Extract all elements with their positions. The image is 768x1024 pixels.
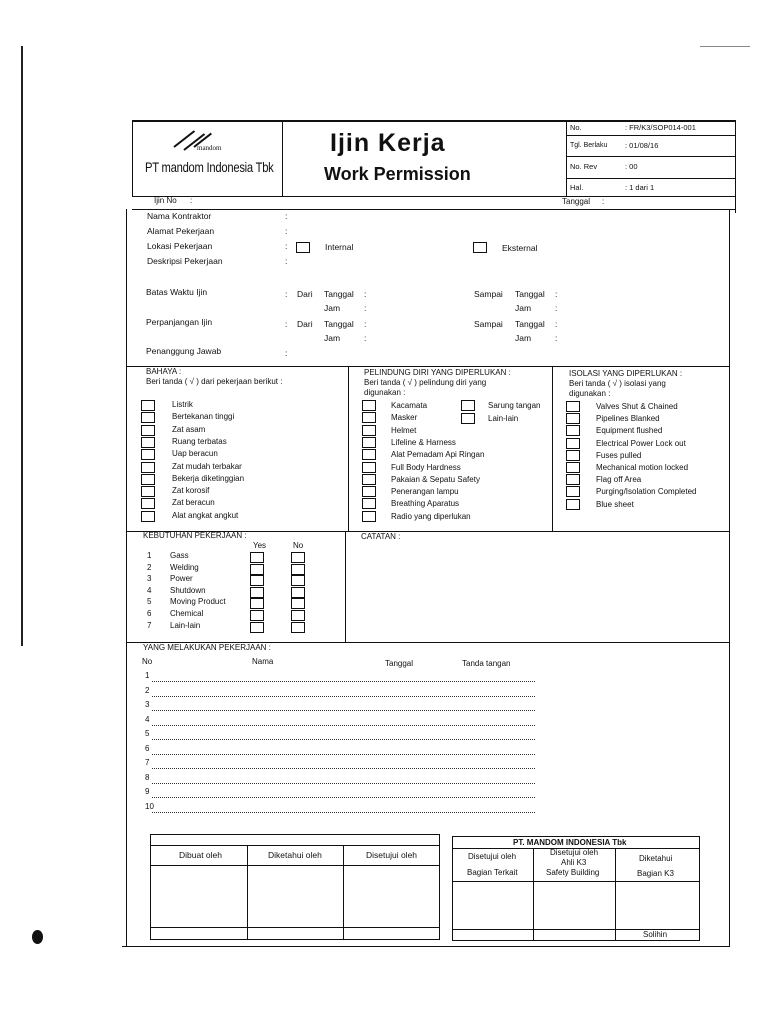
hazard-item: Uap beracun [172, 449, 218, 459]
ppe-checkbox[interactable] [362, 474, 376, 485]
needs-yes-checkbox[interactable] [250, 587, 264, 598]
worker-row-line[interactable] [152, 754, 535, 755]
header-bottom-border [132, 196, 735, 197]
doc-rev-label: No. Rev [570, 162, 598, 171]
hazard-checkbox[interactable] [141, 425, 155, 436]
address-colon: : [285, 226, 288, 236]
external-checkbox[interactable] [473, 242, 487, 253]
needs-no-checkbox[interactable] [291, 598, 305, 609]
section-divider [348, 366, 349, 531]
permit-row-bottom [132, 209, 735, 210]
contractor-colon: : [285, 211, 288, 221]
needs-item: Welding [170, 562, 199, 572]
info-bottom-line [126, 366, 730, 367]
isolation-checkbox[interactable] [566, 450, 580, 461]
approved-k3-top: Disetujui oleh [550, 848, 599, 857]
time-limit-label: Batas Waktu Ijin [146, 287, 208, 297]
hazard-checkbox[interactable] [141, 437, 155, 448]
ppe-checkbox[interactable] [362, 511, 376, 522]
hazard-item: Bekerja diketinggian [172, 473, 245, 483]
ppe-checkbox[interactable] [362, 498, 376, 509]
isolation-item: Flag off Area [596, 475, 642, 485]
time-limit-until-hour: Jam [515, 303, 532, 313]
isolation-instruction-2: digunakan : [569, 389, 611, 398]
made-by-label: Dibuat oleh [179, 850, 223, 860]
doc-page-value: : 1 dari 1 [625, 183, 655, 192]
needs-number: 3 [147, 574, 152, 584]
internal-checkbox[interactable] [296, 242, 310, 253]
ppe-item-other: Lain-lain [488, 414, 519, 423]
approved-k3-bottom: Safety Building [546, 868, 600, 877]
doc-no-label: No. [570, 123, 582, 132]
extension-until: Sampai [474, 319, 503, 329]
ppe-checkbox[interactable] [362, 412, 376, 423]
colon: : [364, 289, 367, 299]
approved-by-label: Disetujui oleh [366, 850, 418, 860]
colon: : [364, 333, 367, 343]
hazard-checkbox[interactable] [141, 449, 155, 460]
signature-table-left [150, 834, 440, 940]
ppe-item: Masker [391, 413, 418, 423]
isolation-item: Fuses pulled [596, 450, 642, 460]
worker-row-line[interactable] [152, 783, 535, 784]
hazard-item: Ruang terbatas [172, 436, 227, 446]
hazard-item: Zat mudah terbakar [172, 461, 242, 471]
scan-top-line [700, 46, 750, 47]
needs-divider [345, 531, 346, 642]
ppe-item: Penerangan lampu [391, 487, 459, 497]
needs-number: 2 [147, 562, 152, 572]
ppe-item: Full Body Hardness [391, 462, 461, 472]
ppe-item: Kacamata [391, 401, 428, 410]
colon: : [555, 333, 558, 343]
worker-row-number: 5 [145, 729, 150, 738]
form-left-border [126, 209, 127, 947]
extension-until-date: Tanggal [515, 319, 545, 329]
known-by-label: Diketahui oleh [268, 850, 322, 860]
description-label: Deskripsi Pekerjaan [147, 256, 223, 266]
doc-row-line [566, 135, 735, 136]
worker-row-line[interactable] [152, 681, 535, 682]
needs-no-checkbox[interactable] [291, 587, 305, 598]
workers-col-sign: Tanda tangan [462, 659, 511, 668]
needs-item: Moving Product [170, 597, 226, 607]
needs-yes-header: Yes [253, 541, 267, 550]
worker-row-number: 4 [145, 714, 150, 724]
workers-title: YANG MELAKUKAN PEKERJAAN : [143, 643, 271, 652]
worker-row-number: 10 [145, 801, 154, 811]
signer-name: Solihin [643, 930, 668, 939]
ppe-item: Breathing Aparatus [391, 499, 460, 509]
colon: : [555, 289, 558, 299]
needs-yes-checkbox[interactable] [250, 552, 264, 563]
header-divider-1 [282, 120, 283, 196]
time-limit-until: Sampai [474, 289, 503, 299]
company-label: PT. MANDOM INDONESIA Tbk [513, 838, 627, 847]
hazard-checkbox[interactable] [141, 412, 155, 423]
time-limit-date: Tanggal [324, 289, 354, 299]
ppe-item: Radio yang diperlukan [391, 511, 471, 521]
needs-no-checkbox[interactable] [291, 552, 305, 563]
worker-row-number: 7 [145, 758, 150, 767]
permit-date-label: Tanggal [562, 197, 591, 206]
hazard-checkbox[interactable] [141, 511, 155, 522]
doc-rev-value: : 00 [625, 162, 638, 171]
address-label: Alamat Pekerjaan [147, 226, 215, 236]
approved-k3-mid: Ahli K3 [561, 858, 587, 867]
isolation-checkbox[interactable] [566, 499, 580, 510]
known-k3-bottom: Bagian K3 [637, 869, 674, 878]
worker-row-number: 8 [145, 772, 150, 782]
isolation-checkbox[interactable] [566, 425, 580, 436]
notes-title: CATATAN : [361, 532, 401, 541]
responsible-label: Penanggung Jawab [146, 346, 222, 356]
ppe-checkbox[interactable] [362, 486, 376, 497]
logo-small-text: mandom [197, 144, 222, 152]
needs-yes-checkbox[interactable] [250, 598, 264, 609]
doc-date-label: Tgl. Berlaku [570, 142, 608, 149]
ppe-title: PELINDUNG DIRI YANG DIPERLUKAN : [364, 368, 511, 377]
time-limit-hour: Jam [324, 303, 341, 313]
permit-no-colon: : [190, 196, 193, 205]
needs-number: 4 [147, 585, 152, 595]
ppe-checkbox-gloves[interactable] [461, 400, 475, 411]
worker-row-line[interactable] [152, 797, 535, 798]
needs-number: 7 [147, 620, 152, 630]
needs-no-checkbox[interactable] [291, 575, 305, 586]
isolation-checkbox[interactable] [566, 474, 580, 485]
section-divider [552, 366, 553, 531]
form-right-border [729, 209, 730, 947]
colon: : [555, 319, 558, 329]
needs-item: Chemical [170, 609, 204, 618]
workers-col-name: Nama [252, 657, 274, 666]
workers-col-date: Tanggal [385, 659, 414, 668]
hazard-checkbox[interactable] [141, 462, 155, 473]
needs-yes-checkbox[interactable] [250, 622, 264, 633]
needs-no-header: No [293, 541, 304, 550]
needs-item: Gass [170, 551, 189, 560]
responsible-colon: : [285, 348, 288, 358]
workers-col-no: No [142, 657, 153, 666]
isolation-item: Electrical Power Lock out [596, 438, 686, 448]
hazard-checkbox[interactable] [141, 486, 155, 497]
ppe-item: Lifeline & Harness [391, 437, 456, 447]
form-bottom-border [122, 946, 730, 947]
approved-related-top: Disetujui oleh [468, 852, 517, 861]
hazard-item: Zat beracun [172, 498, 215, 508]
location-label: Lokasi Pekerjaan [147, 241, 213, 251]
needs-title: KEBUTUHAN PEKERJAAN : [143, 531, 247, 540]
hazards-title: BAHAYA : [146, 367, 182, 376]
needs-no-checkbox[interactable] [291, 564, 305, 575]
extension-colon: : [285, 319, 288, 329]
isolation-item: Equipment flushed [596, 426, 663, 436]
hazard-checkbox[interactable] [141, 474, 155, 485]
worker-row-number: 6 [145, 743, 150, 753]
colon: : [364, 303, 367, 313]
needs-number: 6 [147, 609, 152, 618]
doc-no-value: : FR/K3/SOP014-001 [625, 123, 696, 132]
ppe-item: Pakaian & Sepatu Safety [391, 474, 480, 484]
hazards-instruction: Beri tanda ( √ ) dari pekerjaan berikut : [146, 377, 283, 386]
doc-date-value: : 01/08/16 [625, 141, 659, 150]
isolation-item: Purging/Isolation Completed [596, 487, 697, 497]
permit-date-colon: : [602, 197, 605, 206]
doc-row-line [566, 178, 735, 179]
colon: : [364, 319, 367, 329]
ppe-item: Alat Pemadam Api Ringan [391, 450, 485, 460]
needs-no-checkbox[interactable] [291, 622, 305, 633]
hazard-checkbox[interactable] [141, 400, 155, 411]
isolation-item: Pipelines Blanked [596, 414, 660, 424]
description-colon: : [285, 256, 288, 266]
external-label: Eksternal [502, 243, 538, 253]
worker-row-line[interactable] [152, 768, 535, 769]
time-limit-colon: : [285, 289, 288, 299]
ppe-checkbox[interactable] [362, 425, 376, 436]
ppe-checkbox[interactable] [362, 400, 376, 411]
time-limit-until-date: Tanggal [515, 289, 545, 299]
extension-date: Tanggal [324, 319, 354, 329]
needs-number: 1 [147, 551, 152, 560]
needs-item: Shutdown [170, 585, 206, 595]
permit-no-label: Ijin No [154, 196, 177, 205]
worker-row-number: 9 [145, 787, 150, 796]
hazard-item: Listrik [172, 400, 193, 409]
doc-row-line [566, 156, 735, 157]
ppe-item: Helmet [391, 425, 417, 435]
worker-row-line[interactable] [152, 725, 535, 726]
worker-row-number: 2 [145, 685, 150, 695]
hazard-item: Bertekanan tinggi [172, 412, 235, 422]
colon: : [555, 303, 558, 313]
header-divider-2 [566, 120, 567, 196]
isolation-checkbox[interactable] [566, 413, 580, 424]
isolation-instruction-1: Beri tanda ( √ ) isolasi yang [569, 379, 666, 388]
scan-edge-line [21, 46, 23, 646]
worker-row-line[interactable] [152, 812, 535, 813]
approved-related-bottom: Bagian Terkait [467, 868, 518, 877]
needs-item: Lain-lain [170, 620, 201, 630]
needs-item: Power [170, 574, 193, 584]
isolation-item: Mechanical motion locked [596, 463, 689, 472]
isolation-checkbox[interactable] [566, 401, 580, 412]
known-k3-top: Diketahui [639, 854, 673, 863]
page-title: Ijin Kerja [330, 129, 446, 157]
needs-yes-checkbox[interactable] [250, 564, 264, 575]
worker-row-line[interactable] [152, 710, 535, 711]
ppe-checkbox[interactable] [362, 462, 376, 473]
isolation-item: Valves Shut & Chained [596, 402, 678, 411]
form-right-border-header [735, 120, 736, 213]
worker-row-line[interactable] [152, 739, 535, 740]
needs-no-checkbox[interactable] [291, 610, 305, 621]
extension-hour: Jam [324, 333, 341, 343]
ppe-checkbox[interactable] [362, 437, 376, 448]
ppe-checkbox-other[interactable] [461, 413, 475, 424]
worker-row-line[interactable] [152, 696, 535, 697]
scan-smudge [32, 930, 43, 944]
time-limit-from: Dari [297, 289, 313, 299]
ppe-instruction-2: digunakan : [364, 388, 406, 397]
isolation-checkbox[interactable] [566, 486, 580, 497]
worker-row-number: 3 [145, 700, 150, 709]
isolation-title: ISOLASI YANG DIPERLUKAN : [569, 369, 683, 378]
contractor-label: Nama Kontraktor [147, 211, 212, 221]
ppe-instruction-1: Beri tanda ( √ ) pelindung diri yang [364, 378, 487, 387]
extension-from: Dari [297, 319, 313, 329]
extension-label: Perpanjangan Ijin [146, 317, 213, 327]
extension-until-hour: Jam [515, 333, 532, 343]
ppe-item-gloves: Sarung tangan [488, 401, 541, 410]
hazard-item: Zat korosif [172, 486, 210, 496]
doc-page-label: Hal. [570, 183, 584, 192]
location-colon: : [285, 241, 288, 251]
isolation-checkbox[interactable] [566, 462, 580, 473]
hazard-item: Zat asam [172, 424, 206, 434]
isolation-item: Blue sheet [596, 499, 634, 509]
company-name: PT mandom Indonesia Tbk [145, 159, 274, 175]
worker-row-number: 1 [145, 671, 150, 680]
needs-number: 5 [147, 597, 152, 607]
needs-yes-checkbox[interactable] [250, 610, 264, 621]
signature-table-right [452, 836, 700, 941]
needs-yes-checkbox[interactable] [250, 575, 264, 586]
page-subtitle: Work Permission [324, 164, 471, 184]
internal-label: Internal [325, 242, 354, 252]
isolation-checkbox[interactable] [566, 438, 580, 449]
form-left-border-header [132, 120, 133, 196]
ppe-checkbox[interactable] [362, 449, 376, 460]
hazard-checkbox[interactable] [141, 498, 155, 509]
hazard-item: Alat angkat angkut [172, 510, 239, 520]
